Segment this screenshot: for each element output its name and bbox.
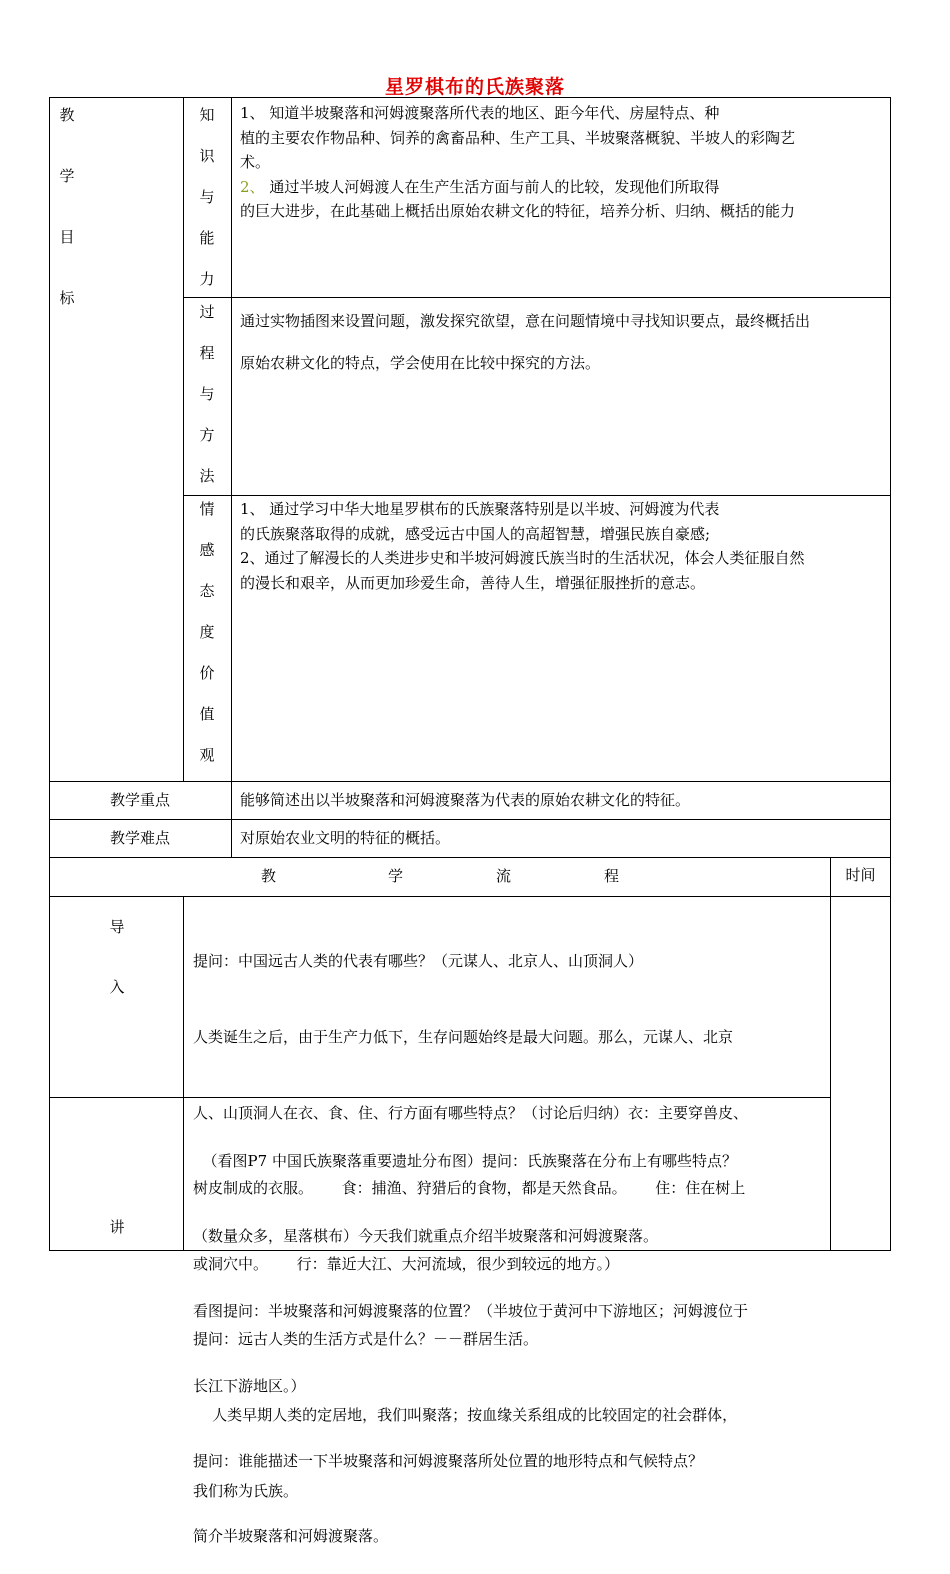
lecture-label: 讲	[109, 1218, 125, 1236]
time-header: 时间	[845, 866, 876, 884]
key-point-label: 教学重点	[109, 791, 170, 809]
difficulty-label: 教学难点	[109, 829, 170, 847]
difficulty-text: 对原始农业文明的特征的概括。	[240, 829, 451, 847]
intro-text: 提问：中国远古人类的代表有哪些？（元谋人、北京人、山顶洞人） 人类诞生之后，由于生产力低下，生存问题始终是最大问题。那么，元谋人、北京 人、山顶洞人在衣、食、住、行方面有哪些特点？（讨论后归纳）衣：主要穿兽皮、 树皮制成的衣服。 食：捕渔、狩猎后的食物，都是天然食品。 住：住在树上 或洞穴中。 行：靠近大江、大河流域，很少到较远的地方。） 提问：远古人类的生活方式是什么？－－群居生活。 人类早期人类的定居地，我们叫聚落；按血缘关系组成的比较固定的社会群体， 我们称为氏族。	[193, 952, 749, 1500]
process-method-text: 通过实物插图来设置问题，激发探究欲望，意在问题情境中寻找知识要点，最终概括出 原始农耕文化的特点，学会使用在比较中探究的方法。	[240, 312, 811, 372]
key-point-text: 能够简述出以半坡聚落和河姆渡聚落为代表的原始农耕文化的特征。	[240, 791, 691, 809]
process-method-label: 过 程 与 方 法	[199, 303, 215, 485]
page-title: 星罗棋布的氏族聚落	[384, 76, 565, 98]
emotion-attitude-values-label: 情 感 态 度 价 值 观	[199, 500, 215, 764]
emotion-attitude-values-text: 1、 通过学习中华大地星罗棋布的氏族聚落特别是以半坡、河姆渡为代表 的氏族聚落取得的成就，感受远古中国人的高超智慧，增强民族自豪感; 2、通过了解漫长的人类进步史和半坡河姆渡氏族当时的生活状况，体会人类征服自然 的漫长和艰辛，从而更加珍爱生命，善待人生，增强征服挫折的意志。	[240, 500, 805, 592]
knowledge-ability-text: 1、 知道半坡聚落和河姆渡聚落所代表的地区、距今年代、房屋特点、种 植的主要农作物品种、饲养的禽畜品种、生产工具、半坡聚落概貌、半坡人的彩陶艺 术。 2、 通过半坡人河姆渡人在生产生活方面与前人的比较，发现他们所取得 的巨大进步，在此基础上概括出原始农耕文化的特征，培养分析、归纳、概括的能力	[240, 104, 796, 220]
lecture-text: （看图P7 中国氏族聚落重要遗址分布图）提问：氏族聚落在分布上有哪些特点？ （数量众多，星落棋布）今天我们就重点介绍半坡聚落和河姆渡聚落。 看图提问：半坡聚落和河姆渡聚落的位置？（半坡位于黄河中下游地区；河姆渡位于 长江下游地区。） 提问：谁能描述一下半坡聚落和河姆渡聚落所处位置的地形特点和气候特点？ 简介半坡聚落和河姆渡聚落。	[193, 1152, 749, 1545]
intro-label: 导 入	[109, 918, 125, 996]
knowledge-ability-label: 知 识 与 能 力	[199, 106, 215, 288]
objectives-label: 教 学 目 标	[59, 106, 75, 307]
